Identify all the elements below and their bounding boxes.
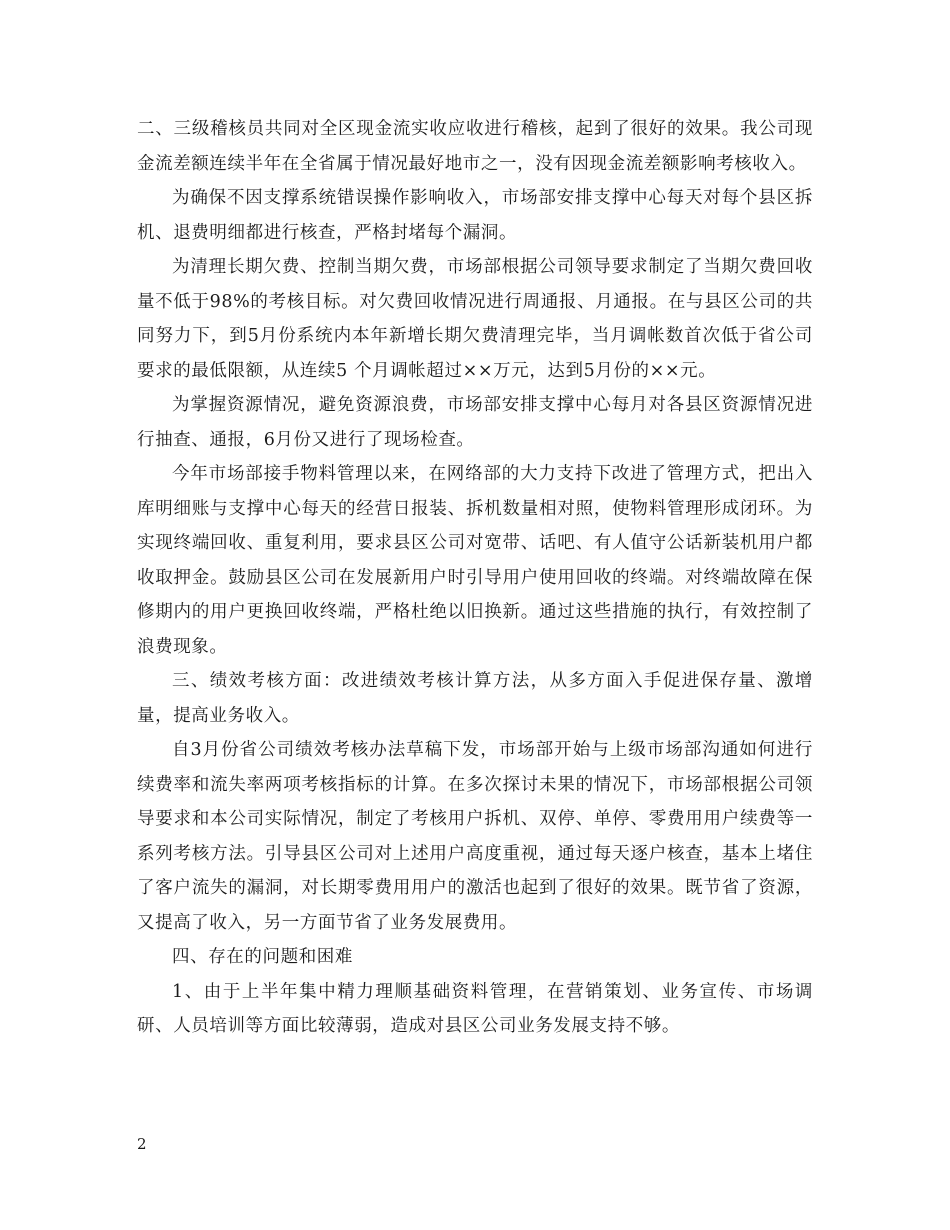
- paragraph: 今年市场部接手物料管理以来，在网络部的大力支持下改进了管理方式，把出入库明细账与支撑中心每天的经营日报装、拆机数量相对照，使物料管理形成闭环。为实现终端回收、重复利用，要求县区公司对宽带、话吧、有人值守公话新装机用户都收取押金。鼓励县区公司在发展新用户时引导用户使用回收的终端。对终端故障在保修期内的用户更换回收终端，严格杜绝以旧换新。通过这些措施的执行，有效控制了浪费现象。: [137, 464, 813, 657]
- paragraph: 二、三级稽核员共同对全区现金流实收应收进行稽核，起到了很好的效果。我公司现金流差额连续半年在全省属于情况最好地市之一，没有因现金流差额影响考核收入。: [137, 119, 813, 174]
- paragraph: 1、由于上半年集中精力理顺基础资料管理，在营销策划、业务宣传、市场调研、人员培训等方面比较薄弱，造成对县区公司业务发展支持不够。: [137, 981, 813, 1036]
- paragraph: 三、绩效考核方面：改进绩效考核计算方法，从多方面入手促进保存量、激增量，提高业务收入。: [137, 671, 813, 726]
- section-heading: 四、存在的问题和困难: [172, 947, 353, 967]
- document-body: [137, 112, 813, 1044]
- paragraph: 为清理长期欠费、控制当期欠费，市场部根据公司领导要求制定了当期欠费回收量不低于98%的考核目标。对欠费回收情况进行周通报、月通报。在与县区公司的共同努力下，到5月份系统内本年新增长期欠费清理完毕，当月调帐数首次低于省公司要求的最低限额，从连续5 个月调帐超过××万元，达到5月份的××元。: [137, 257, 813, 381]
- paragraph: 为掌握资源情况，避免资源浪费，市场部安排支撑中心每月对各县区资源情况进行抽查、通报，6月份又进行了现场检查。: [137, 395, 813, 450]
- paragraph: 为确保不因支撑系统错误操作影响收入，市场部安排支撑中心每天对每个县区拆机、退费明细都进行核查，严格封堵每个漏洞。: [137, 188, 813, 243]
- page-number: 2: [137, 1135, 147, 1153]
- paragraph: 自3月份省公司绩效考核办法草稿下发，市场部开始与上级市场部沟通如何进行续费率和流失率两项考核指标的计算。在多次探讨未果的情况下，市场部根据公司领导要求和本公司实际情况，制定了考核用户拆机、双停、单停、零费用用户续费等一系列考核方法。引导县区公司对上述用户高度重视，通过每天逐户核查，基本上堵住了客户流失的漏洞，对长期零费用用户的激活也起到了很好的效果。既节省了资源，又提高了收入，另一方面节省了业务发展费用。: [137, 740, 813, 933]
